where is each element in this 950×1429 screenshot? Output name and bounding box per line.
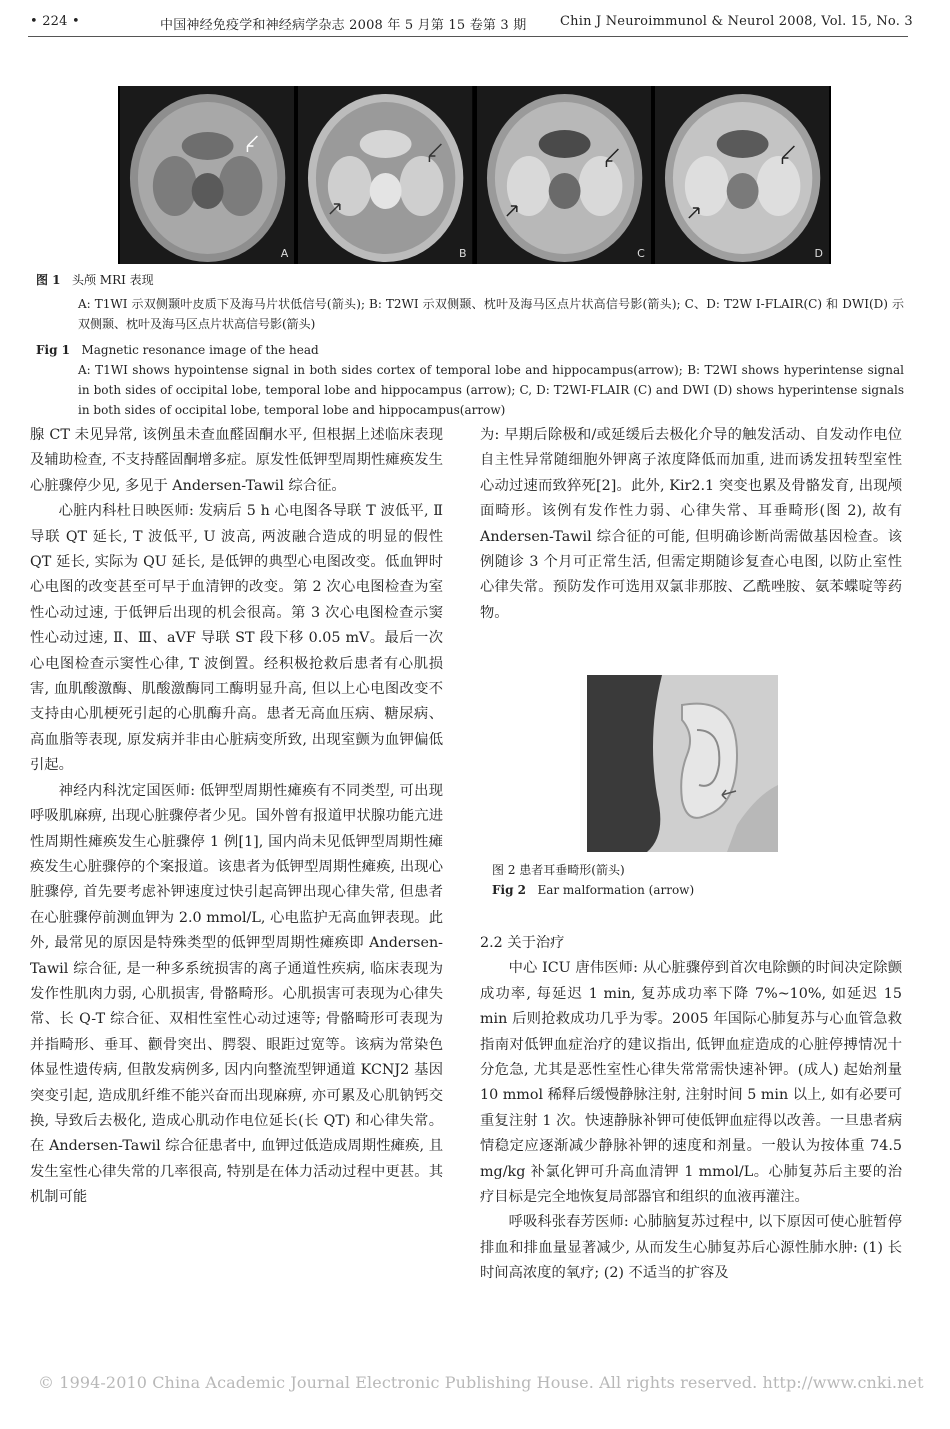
panel-label-b: B [458,247,467,260]
figure-1-caption-en-body: A: T1WI shows hypointense signal in both sides cortex of temporal lobe and hippocampus(arrow); B: T2WI shows hyperintense signal in both sides of occipital lobe, temporal lobe and hippocampus (arrow); C, D: T2WI-FLAIR (C) and DWI (D) shows hyperintense signals in both sides of occipital lobe, temporal lobe and hippocampus(arrow) [78,363,904,417]
section-heading: 2.2 关于治疗 [480,935,565,951]
figure-2-caption-cn: 图 2 患者耳垂畸形(箭头) [492,863,625,877]
figure-2-title-en: Ear malformation (arrow) [537,883,695,897]
journal-title-en: Chin J Neuroimmunol & Neurol 2008, Vol. 15, No. 3 [560,14,913,29]
figure-2-caption-en [492,880,694,900]
paragraph: 腺 CT 未见异常, 该例虽未查血醛固酮水平, 但根据上述临床表现及辅助检查, 不支持醛固酮增多症。原发性低钾型周期性瘫痪发生心脏骤停少见, 多见于 Andersen-Tawil 综合征。 [30,427,443,494]
mri-panel-d [655,86,829,264]
header-rule [28,36,908,37]
paragraph: 中心 ICU 唐伟医师: 从心脏骤停到首次电除颤的时间决定除颤成功率, 每延迟 1 min, 复苏成功率下降 7%~10%, 如延迟 15 min 后则抢救成功几乎为零。2005 年国际心肺复苏与心血管急救指南对低钾血症治疗的建议指出, 低钾血症造成的心脏停搏情况十分危急, 尤其是恶性室性心律失常常需快速补钾。(成人) 起始剂量 10 mmol 稀释后缓慢静脉注射, 注射时间 5 min 以上, 如有必要可重复注射 1 次。快速静脉补钾可使低钾血症得以改善。一旦患者病情稳定应逐渐减少静脉补钾的速度和剂量。一般认为按体重 74.5 mg/kg 补氯化钾可升高血清钾 1 mmol/L。心肺复苏后主要的治疗目标是完全地恢复局部器官和组织的血液再灌注。 [480,960,902,1206]
figure-1-title-cn: 头颅 MRI 表现 [71,273,154,287]
figure-1-label-en: Fig 1 [36,343,70,357]
section-2-2 [480,931,902,1287]
paragraph: 心脏内科杜日映医师: 发病后 5 h 心电图各导联 T 波低平, Ⅱ 导联 QT 延长, T 波低平, U 波高, 两波融合造成的明显的假性 QT 延长, 实际为 QU 延长, 是低钾的典型心电图改变。低血钾时心电图的改变甚至可早于血清钾的改变。第 2 次心电图检查为室性心动过速, 于低钾后出现的机会很高。第 3 次心电图检查示窦性心动过速, Ⅱ、Ⅲ、aVF 导联 ST 段下移 0.05 mV。最后一次心电图检查示窦性心律, T 波倒置。经积极抢救后患者有心肌损害, 血肌酸激酶、肌酸激酶同工酶明显升高, 但以上心电图改变不支持由心肌梗死引起的心肌酶升高。患者无高血压病、糖尿病、高血脂等表现, 原发病并非由心脏病变所致, 出现室颤为血钾偏低引起。 [30,503,443,774]
paragraph: 呼吸科张春芳医师: 心肺脑复苏过程中, 以下原因可使心脏暂停排血和排血量显著减少, 从而发生心肺复苏后心源性肺水肿: (1) 长时间高浓度的氧疗; (2) 不适当的扩容及 [480,1214,902,1282]
journal-title-cn: 中国神经免疫学和神经病学杂志 2008 年 5 月第 15 卷第 3 期 [160,18,527,33]
figure-2-ear-photo [587,675,778,852]
panel-label-c: C [637,247,645,260]
mri-panel-b [298,86,472,264]
figure-1-caption-en-head [36,340,319,360]
paragraph: 神经内科沈定国医师: 低钾型周期性瘫痪有不同类型, 可出现呼吸肌麻痹, 出现心脏骤停者少见。国外曾有报道甲状腺功能亢进性周期性瘫痪发生心脏骤停 1 例[1], 国内尚未见低钾型周期性瘫痪发生心脏骤停的个案报道。该患者为低钾型周期性瘫痪, 出现心脏骤停, 首先要考虑补钾速度过快引起高钾出现心律失常, 但患者在心脏骤停前测血钾为 2.0 mmol/L, 心电监护无高血钾表现。此外, 最常见的原因是特殊类型的低钾型周期性瘫痪即 Andersen-Tawil 综合征, 是一种多系统损害的离子通道性疾病, 临床表现为发作性肌肉力弱, 心肌损害, 骨骼畸形。心肌损害可表现为心律失常、长 Q-T 综合征、双相性室性心动过速等; 骨骼畸形可表现为并指畸形、垂耳、颧骨突出、腭裂、眼距过宽等。该病为常染色体显性遗传病, 但散发病例多, 因内向整流型钾通道 KCNJ2 基因突变引起, 造成肌纤维不能兴奋而出现麻痹, 亦可累及心肌钠钙交换, 导致后去极化, 造成心肌动作电位延长(长 QT) 和心律失常。在 Andersen-Tawil 综合征患者中, 血钾过低造成周期性瘫痪, 且发生室性心律失常的几率很高, 特别是在体力活动过程中更甚。其机制可能 [30,782,443,1206]
right-column-top [480,423,902,626]
panel-label-d: D [814,247,823,260]
figure-2-label-en: Fig 2 [492,883,526,897]
copyright-footer: © 1994-2010 China Academic Journal Electronic Publishing House. All rights reserved. http://www.cnki.net [38,1373,924,1392]
figure-1-caption-cn-body: A: T1WI 示双侧颞叶皮质下及海马片状低信号(箭头); B: T2WI 示双侧颞、枕叶及海马区点片状高信号影(箭头); C、D: T2W I-FLAIR(C) 和 DWI(D) 示双侧颞、枕叶及海马区点片状高信号影(箭头) [78,297,904,331]
figure-1-title-en: Magnetic resonance image of the head [81,343,319,357]
paragraph: 为: 早期后除极和/或延缓后去极化介导的触发活动、自发动作电位自主性异常随细胞外钾离子浓度降低而加重, 进而诱发扭转型室性心动过速而致猝死[2]。此外, Kir2.1 突变也累及骨骼发育, 出现颅面畸形。该例有发作性力弱、心律失常、耳垂畸形(图 2), 故有 Andersen-Tawil 综合征的可能, 但明确诊断尚需做基因检查。该例随诊 3 个月可正常生活, 但需定期随诊复查心电图, 以防止室性心律失常。预防发作可选用双氯非那胺、乙酰唑胺、氨苯蝶啶等药物。 [480,427,902,621]
figure-1-caption-cn-head [36,270,154,290]
left-column [30,423,443,1211]
figure-1-mri [118,86,831,264]
panel-label-a: A [280,247,289,260]
mri-panel-a [120,86,294,264]
figure-1-label-cn: 图 1 [36,273,61,287]
mri-panel-c [477,86,651,264]
page-number: • 224 • [30,14,80,29]
